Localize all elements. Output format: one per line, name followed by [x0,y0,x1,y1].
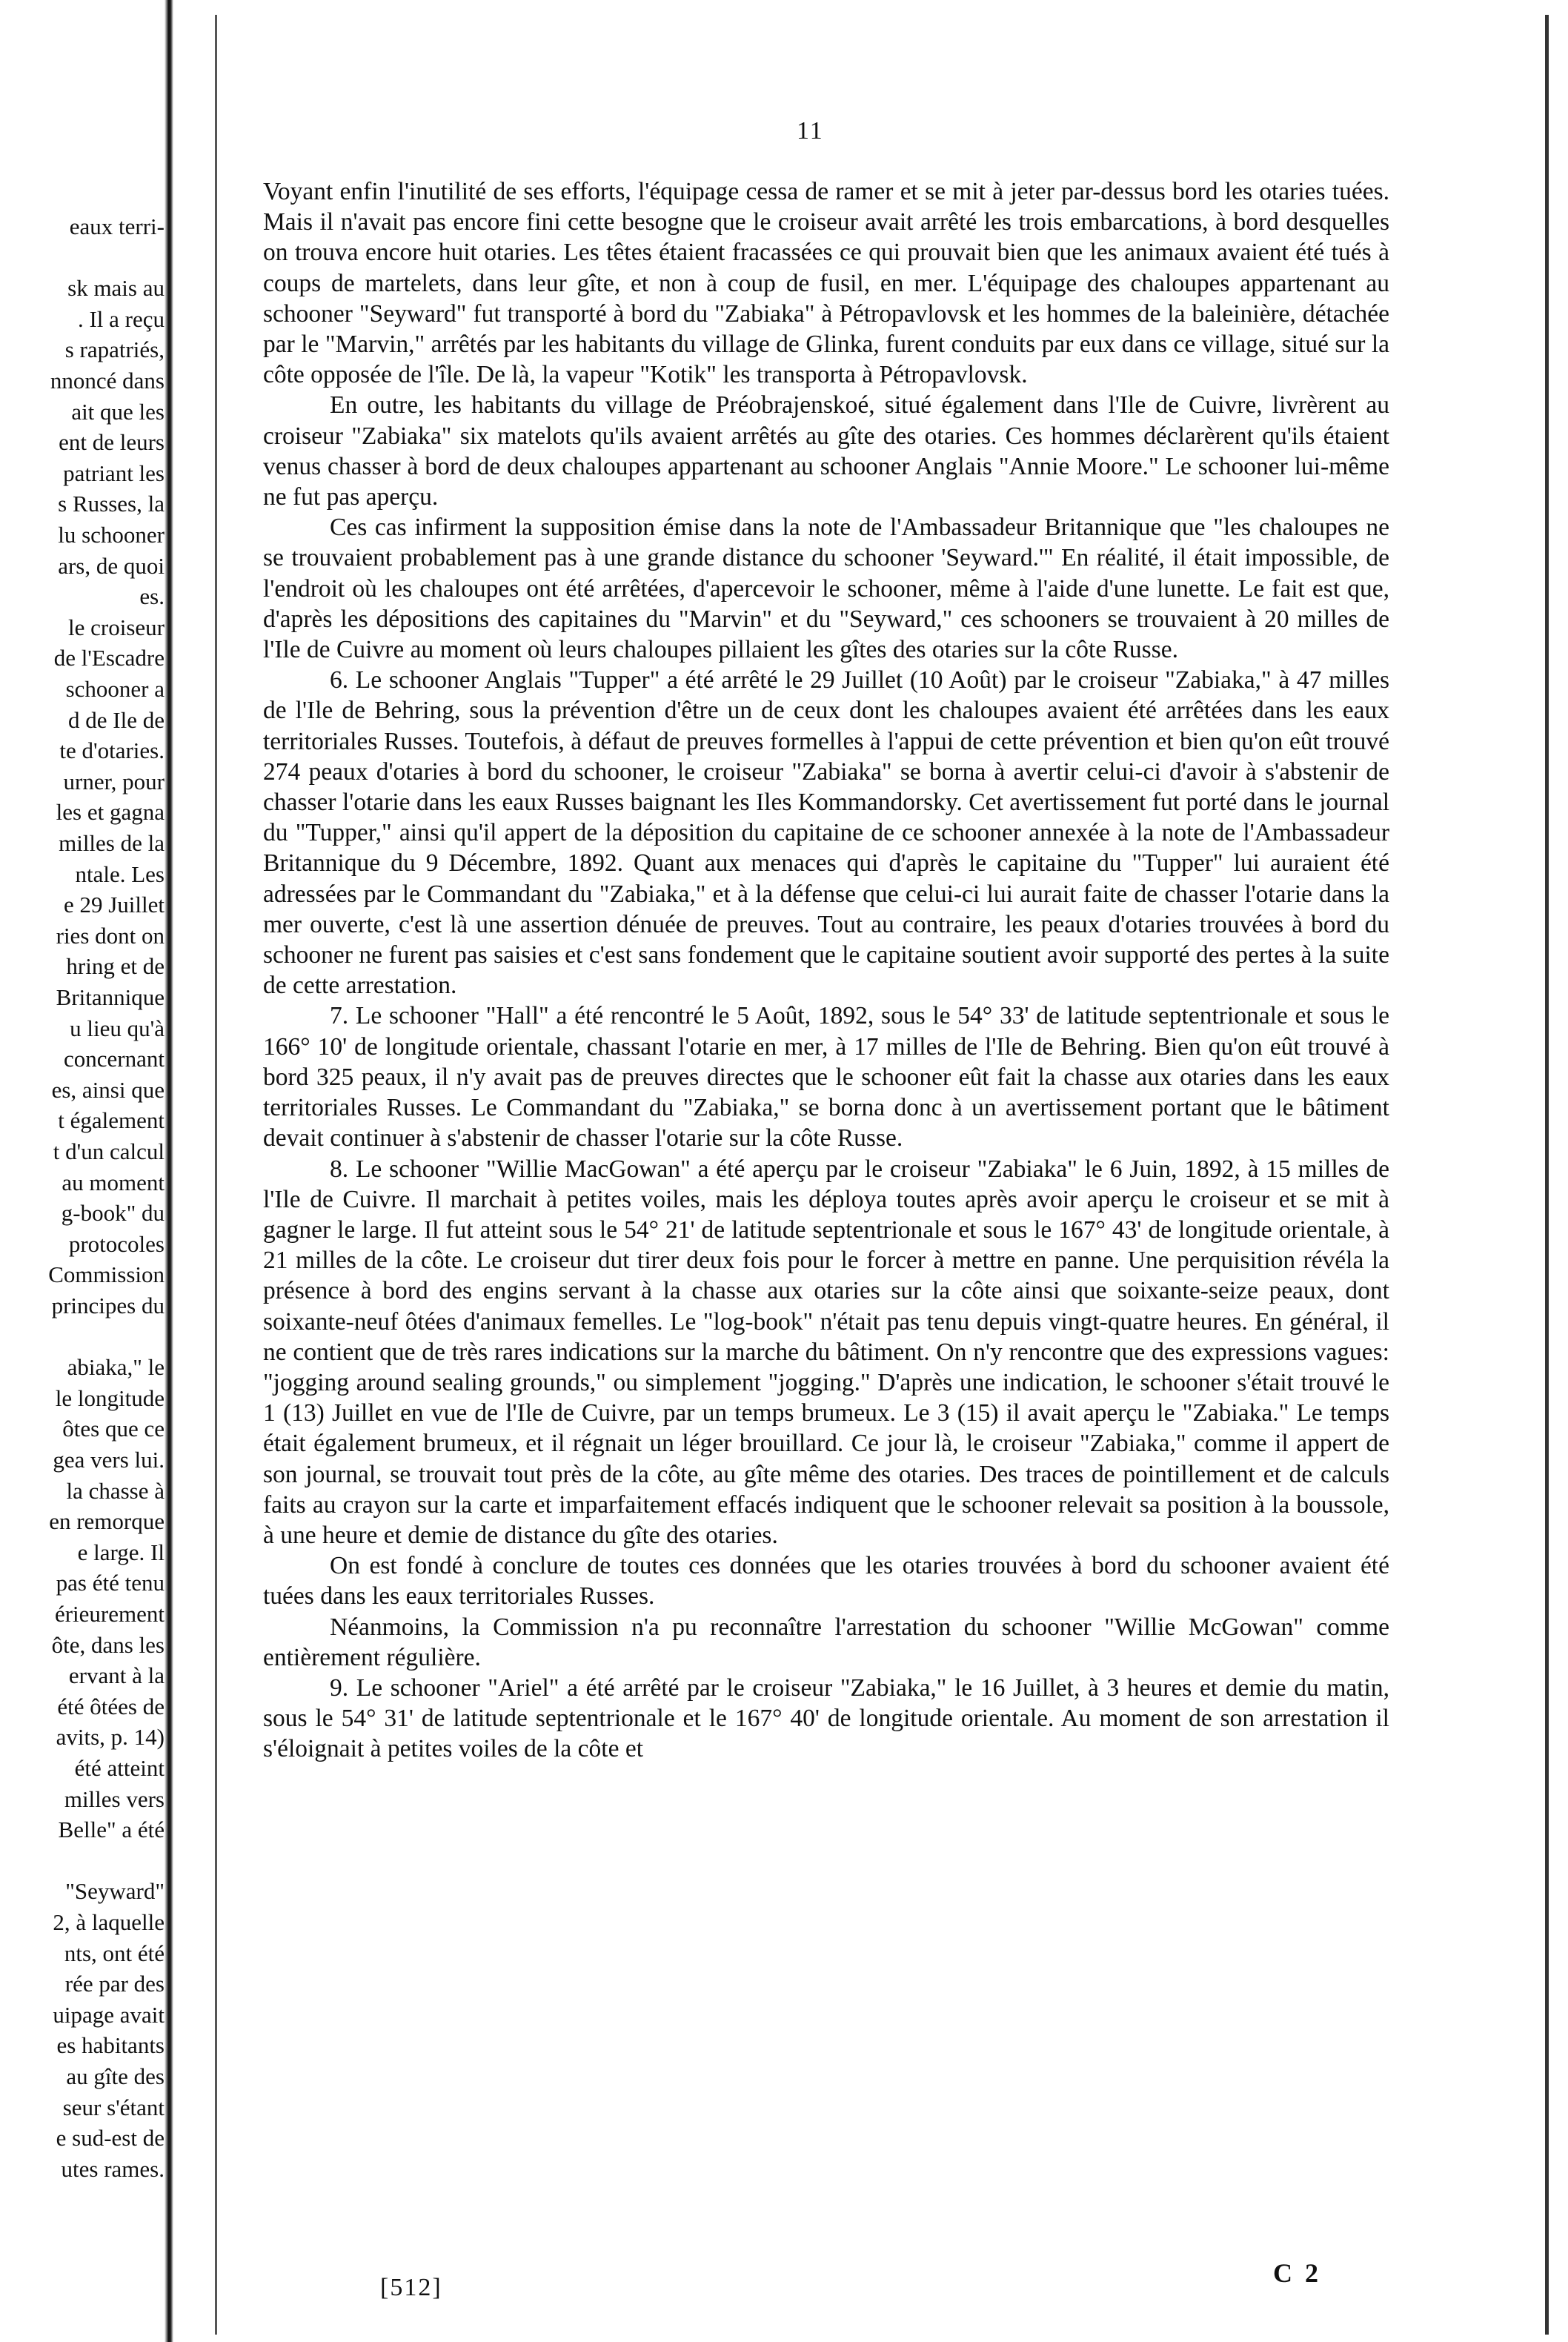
left-page-fragment: au moment [62,1169,165,1195]
paragraph: Ces cas infirment la supposition émise dans la note de l'Ambassadeur Britannique que "les chaloupes ne se trouvaient probablement pas à une grande distance du schooner 'Seyward.'" En réalité, il était impossible, de l'endroit où les chaloupes ont été arrêtées, d'apercevoir le schooner, même à l'aide d'une lunette. Le fait est que, d'après les dépositions des capitaines du "Marvin" et du "Seyward," ces schooners se trouvaient à 20 milles de l'Ile de Cuivre au moment où leurs chaloupes pillaient les gîtes des otaries sur la côte Russe. [263,514,1389,664]
left-page-fragment: es habitants [56,2032,165,2059]
left-page-fragment: patriant les [63,460,165,486]
left-page-fragment: principes du [51,1293,165,1318]
left-page-fragment: ars, de quoi [58,552,165,579]
left-page-fragment: u lieu qu'à [70,1015,165,1041]
left-page-fragment: en remorque [49,1508,165,1535]
left-page-fragment: de l'Escadre [53,645,165,671]
left-page-fragment: seur s'étant [62,2094,165,2120]
left-page-fragment: nnoncé dans [50,368,165,394]
left-page-fragment: schooner a [65,676,165,702]
paragraph: 9. Le schooner "Ariel" a été arrêté par le croiseur "Zabiaka," le 16 Juillet, à 3 heures et demie du matin, sous le 54° 31' de latitude septentrionale et le 167° 40' de longitude orientale. Au moment de son arrestation il s'éloignait à petites voiles de la côte et [263,1673,1389,1763]
page-gutter-shadow [165,0,173,2342]
left-page-fragment: été ôtées de [57,1693,165,1719]
left-page-fragment: ait que les [71,398,165,425]
left-page-fragment: urner, pour [63,768,165,795]
left-page-fragment: ent de leurs [59,429,165,456]
left-page-fragment: te d'otaries. [59,737,165,764]
left-page-fragment: Britannique [56,984,165,1010]
left-page-fragment: g-book" du [61,1200,165,1227]
left-page-fragment: les et gagna [56,799,165,826]
paragraph: Néanmoins, la Commission n'a pu reconnaître l'arrestation du schooner "Willie McGowan" comme entièrement régulière. [263,1613,1389,1671]
left-page-fragment: utes rames. [61,2155,165,2182]
paragraph: On est fondé à conclure de toutes ces données que les otaries trouvées à bord du schooner avaient été tuées dans les eaux territoriales Russes. [263,1552,1389,1610]
left-page-fragment: le longitude [55,1384,165,1411]
gutter [173,0,218,2342]
left-page-fragment: été atteint [74,1755,165,1781]
left-page-fragment: Belle" a été [58,1817,165,1843]
left-page-fragment: 2, à laquelle [53,1909,165,1935]
left-page-fragment: e large. Il [77,1539,165,1565]
left-page-fragment: avits, p. 14) [56,1724,165,1751]
left-page-fragment: pas été tenu [56,1570,165,1596]
left-page-fragment: s rapatriés, [64,336,165,363]
paragraph: En outre, les habitants du village de Préobrajenskoé, situé également dans l'Ile de Cuivre, livrèrent au croiseur "Zabiaka" six matelots qu'ils avaient arrêtés au gîte des otaries. Ces hommes déclarèrent qu'ils étaient venus chasser à bord de deux chaloupes appartenant au schooner Anglais "Annie Moore." Le schooner lui-même ne fut pas aperçu. [263,391,1389,511]
left-page-fragment: milles de la [59,830,165,856]
body-text [263,176,1389,1765]
left-page-fragment: rée par des [64,1971,165,1997]
paragraph: Voyant enfin l'inutilité de ses efforts, l'équipage cessa de ramer et se mit à jeter par-dessus bord les otaries tuées. Mais il n'avait pas encore fini cette besogne que le croiseur avait arrêté les trois embarcations, à bord desquelles on trouva encore huit otaries. Les têtes étaient fracassées ce qui prouvait bien que les animaux avaient été tués à coups de martelets, dans leur gîte, et non à coup de fusil, en mer. L'équipage des chaloupes appartenant au schooner "Seyward" fut transporté à bord du "Zabiaka" à Pétropavlovsk et les hommes de la baleinière, détachée par le "Marvin," arrêtés par les habitants du village de Glinka, furent conduits par eux dans ce village, situé sur la côte opposée de l'île. De là, la vapeur "Kotik" les transporta à Pétropavlovsk. [263,178,1389,389]
left-page-fragment: sk mais au [67,275,165,302]
left-page-fragment: s Russes, la [58,491,165,517]
left-page-fragment: la chasse à [66,1477,165,1504]
left-page-fragment: Commission [48,1261,165,1288]
left-page-fragment: ôtes que ce [62,1416,165,1442]
left-page-fragment: ries dont on [56,922,165,949]
left-page-fragment: concernant [64,1046,165,1072]
left-page-fragment: . Il a reçu [77,305,165,332]
left-page-fragment: eaux terri- [69,213,165,239]
left-page-fragment: ervant à la [68,1662,165,1689]
left-page-margin [0,0,173,2342]
page-number: 11 [797,117,824,145]
left-page-fragment: "Seyward" [65,1878,165,1905]
left-page-fragment: d de Ile de [68,706,165,733]
left-page-fragment: milles vers [64,1785,165,1812]
footer-page-ref: [512] [380,2274,442,2301]
left-page-fragment: t d'un calcul [53,1138,165,1164]
left-page-fragment: ôte, dans les [51,1631,165,1658]
left-page-fragment: uipage avait [53,2001,165,2028]
left-page-fragment: t également [58,1107,165,1134]
left-page-fragment: nts, ont été [64,1940,165,1966]
left-page-fragment: e sud-est de [56,2125,165,2152]
left-page-fragment: gea vers lui. [53,1447,165,1473]
left-page-fragment: e 29 Juillet [63,892,165,918]
left-page-fragment: abiaka," le [67,1354,165,1381]
left-page-fragment: protocoles [68,1230,165,1257]
paragraph: 8. Le schooner "Willie MacGowan" a été aperçu par le croiseur "Zabiaka" le 6 Juin, 1892, à 15 milles de l'Ile de Cuivre. Il marchait à petites voiles, mais les déploya toutes après avoir aperçu le croiseur et se mit à gagner le large. Il fut atteint sous le 54° 21' de latitude septentrionale et sous le 167° 43' de longitude orientale, à 21 milles de la côte. Le croiseur dut tirer deux fois pour le forcer à mettre en panne. Une perquisition révéla la présence à bord des engins servant à la chasse aux otaries sur la côte ainsi que soixante-seize peaux, dont soixante-neuf ôtées d'animaux femelles. Le "log-book" n'était pas tenu depuis vingt-quatre heures. En général, il ne contient que de très rares indications sur la marche du bâtiment. On n'y rencontre que des expressions vagues: "jogging around sealing grounds," ou simplement "jogging." D'après une indication, le schooner s'était trouvé le 1 (13) Juillet en vue de l'Ile de Cuivre, par un temps brumeux. Le 3 (15) il avait aperçu le "Zabiaka." Le temps était également brumeux, et il régnait un léger brouillard. Ce jour là, le croiseur "Zabiaka," comme il appert de son journal, se trouvait tout près de la côte, au gîte même des otaries. Des traces de pointillement et de calculs faits au crayon sur la carte et imparfaitement effacés indiquent que le schooner relevait sa position à la boussole, à une heure et demie de distance du gîte des otaries. [263,1155,1389,1549]
left-page-fragment: hring et de [66,953,165,980]
footer-signature-mark: C 2 [1273,2258,1321,2288]
left-page-fragment: es. [139,583,165,610]
left-page-fragment: le croiseur [68,614,165,640]
left-page-fragment: es, ainsi que [51,1076,165,1103]
left-page-fragment: érieurement [54,1601,165,1627]
paragraph: 6. Le schooner Anglais "Tupper" a été arrêté le 29 Juillet (10 Août) par le croiseur "Zabiaka," à 47 milles de l'Ile de Behring, sous la prévention d'être un de ceux dont les chaloupes avaient été arrêtées dans les eaux territoriales Russes. Toutefois, à défaut de preuves formelles à l'appui de cette prévention et bien qu'on eût trouvé 274 peaux d'otaries à bord du schooner, le croiseur "Zabiaka" se borna à avertir celui-ci d'avoir à s'abstenir de chasser l'otarie dans les eaux Russes baignant les Iles Kommandorsky. Cet avertissement fut porté dans le journal du "Tupper," ainsi qu'il appert de la déposition du capitaine de ce schooner annexée à la note de l'Ambassadeur Britannique du 9 Décembre, 1892. Quant aux menaces qui d'après le capitaine du "Tupper" lui auraient été adressées par le Commandant du "Zabiaka," et à la défense que celui-ci lui aurait faite de chasser l'otarie dans la mer ouverte, c'est là une assertion dénuée de preuves. Tout au contraire, les peaux d'otaries trouvées à bord du schooner ne furent pas saisies et c'est sans fondement que le capitaine soutient avoir supporté des pertes à la suite de cette arrestation. [263,666,1389,1000]
left-page-fragment: ntale. Les [75,860,165,887]
paragraph: 7. Le schooner "Hall" a été rencontré le 5 Août, 1892, sous le 54° 33' de latitude septentrionale et sous le 166° 10' de longitude orientale, chassant l'otarie en mer, à 17 milles de l'Ile de Behring. Bien qu'on eût trouvé à bord 325 peaux, il n'y avait pas de preuves directes que le schooner eût fait la chasse aux otaries dans les eaux territoriales Russes. Le Commandant du "Zabiaka," se borna donc à un avertissement portant que le bâtiment devait continuer à s'abstenir de chasser l'otarie sur la côte Russe. [263,1002,1389,1152]
left-page-fragment: lu schooner [58,522,165,548]
left-page-fragment: au gîte des [66,2063,165,2089]
